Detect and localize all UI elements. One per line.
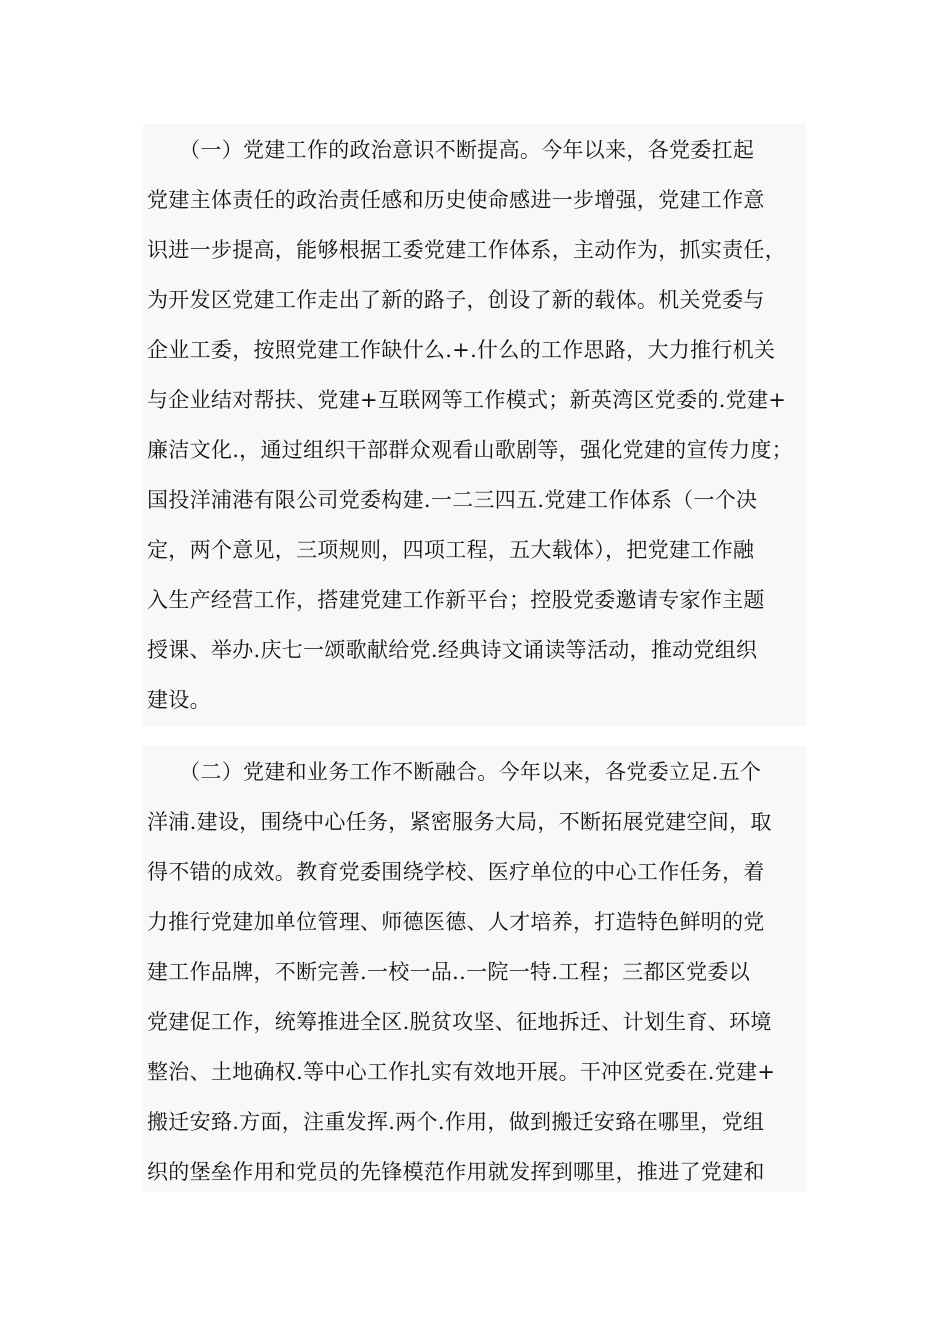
paragraph-line: 搬迁安臵.方面，注重发挥.两个.作用，做到搬迁安臵在哪里，党组: [147, 1110, 765, 1134]
paragraph-business-integration: [143, 746, 806, 1192]
paragraph-line: 入生产经营工作，搭建党建工作新平台；控股党委邀请专家作主题: [147, 588, 765, 612]
paragraph-line: 识进一步提高，能够根据工委党建工作体系，主动作为，抓实责任，: [147, 238, 786, 262]
paragraph-line: 整治、土地确权.等中心工作扎实有效地开展。干冲区党委在.党建+: [147, 1060, 776, 1084]
paragraph-line: 为开发区党建工作走出了新的路子，创设了新的载体。机关党委与: [147, 288, 765, 312]
paragraph-line: 廉洁文化.，通过组织干部群众观看山歌剧等，强化党建的宣传力度；: [147, 438, 793, 462]
paragraph-line: 力推行党建加单位管理、师德医德、人才培养，打造特色鲜明的党: [147, 910, 765, 934]
paragraph-line: 企业工委，按照党建工作缺什么.+.什么的工作思路，大力推行机关: [147, 338, 776, 362]
paragraph-line: 定，两个意见，三项规则，四项工程，五大载体），把党建工作融: [147, 538, 755, 562]
paragraph-line: 洋浦.建设，围绕中心任务，紧密服务大局，不断拓展党建空间，取: [147, 810, 772, 834]
paragraph-line: 织的堡垒作用和党员的先锋模范作用就发挥到哪里，推进了党建和: [147, 1160, 765, 1184]
paragraph-line: 授课、举办.庆七一颂歌献给党.经典诗文诵读等活动，推动党组织: [147, 638, 758, 662]
paragraph-line: （一）党建工作的政治意识不断提高。今年以来，各党委扛起: [147, 138, 755, 162]
paragraph-line: 国投洋浦港有限公司党委构建.一二三四五.党建工作体系（一个决: [147, 488, 758, 512]
paragraph-political-awareness: [143, 124, 806, 726]
paragraph-line: 得不错的成效。教育党委围绕学校、医疗单位的中心工作任务，着: [147, 860, 765, 884]
paragraph-line: （二）党建和业务工作不断融合。今年以来，各党委立足.五个: [147, 760, 762, 784]
paragraph-line: 党建促工作，统筹推进全区.脱贫攻坚、征地拆迁、计划生育、环境: [147, 1010, 772, 1034]
paragraph-line: 党建主体责任的政治责任感和历史使命感进一步增强，党建工作意: [147, 188, 765, 212]
paragraph-line: 建设。: [147, 688, 211, 712]
paragraph-line: 建工作品牌，不断完善.一校一品..一院一特.工程；三都区党委以: [147, 960, 750, 984]
paragraph-line: 与企业结对帮扶、党建+互联网等工作模式；新英湾区党委的.党建+: [147, 388, 787, 412]
